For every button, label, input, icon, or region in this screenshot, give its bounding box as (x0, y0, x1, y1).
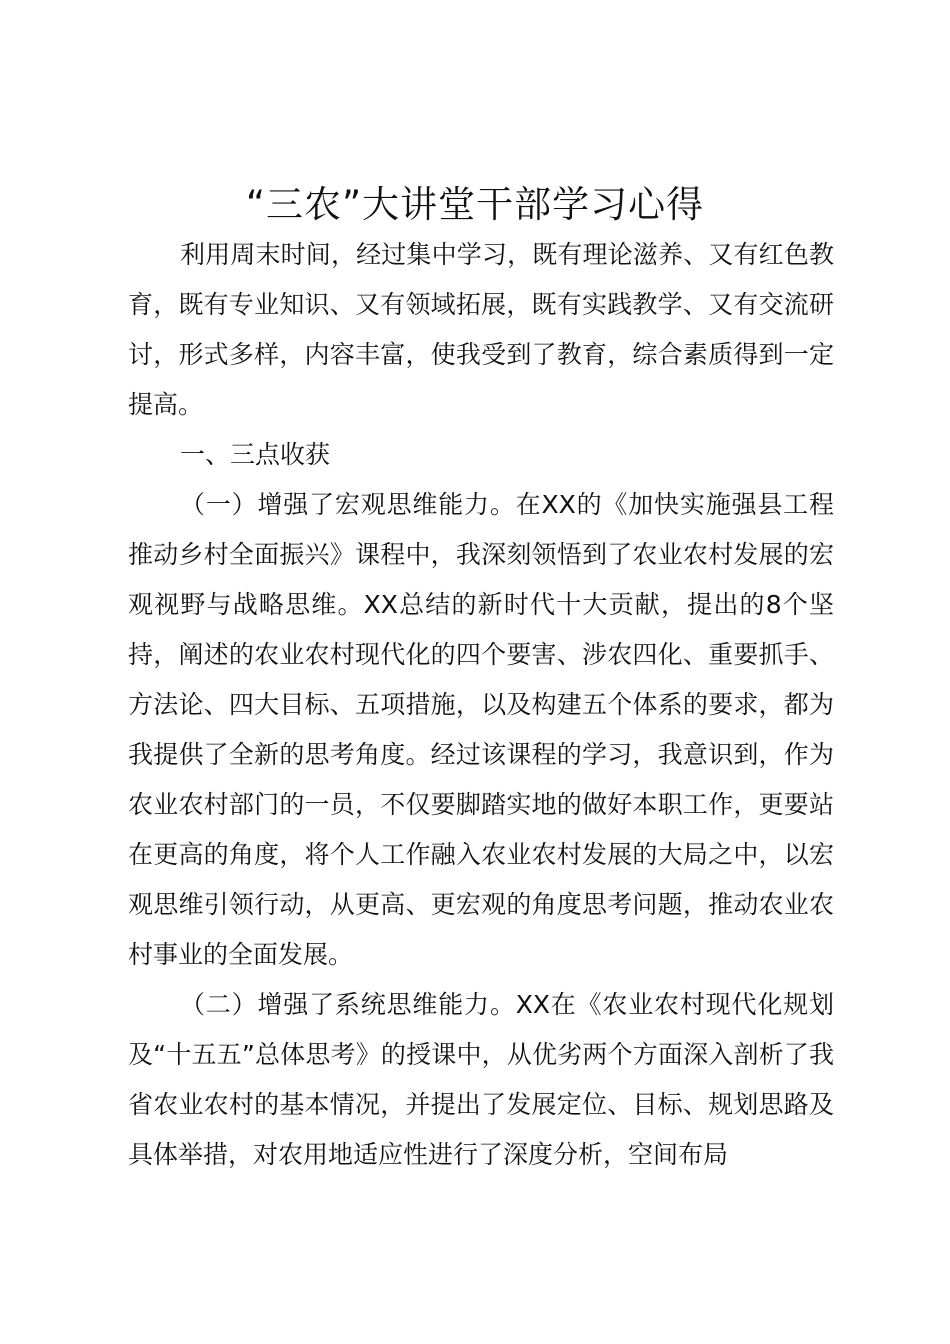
intro-paragraph: 利用周末时间，经过集中学习，既有理论滋养、又有红色教育，既有专业知识、又有领域拓展，既有实践教学、又有交流研讨，形式多样，内容丰富，使我受到了教育，综合素质得到一定提高。 (128, 240, 834, 419)
paragraph-macro-thinking: （一）增强了宏观思维能力。在XX的《加快实施强县工程推动乡村全面振兴》课程中，我深刻领悟到了农业农村发展的宏观视野与战略思维。XX总结的新时代十大贡献，提出的8个坚持，阐述的农业农村现代化的四个要害、涉农四化、重要抓手、方法论、四大目标、五项措施，以及构建五个体系的要求，都为我提供了全新的思考角度。经过该课程的学习，我意识到，作为农业农村部门的一员，不仅要脚踏实地的做好本职工作，更要站在更高的角度，将个人工作融入农业农村发展的大局之中，以宏观思维引领行动，从更高、更宏观的角度思考问题，推动农业农村事业的全面发展。 (128, 490, 834, 969)
document-body (128, 230, 834, 1180)
section-heading: 一、三点收获 (180, 440, 331, 469)
document-title: “三农”大讲堂干部学习心得 (245, 183, 705, 226)
paragraph-system-thinking: （二）增强了系统思维能力。XX在《农业农村现代化规划及“十五五”总体思考》的授课中，从优劣两个方面深入剖析了我省农业农村的基本情况，并提出了发展定位、目标、规划思路及具体举措，对农用地适应性进行了深度分析，空间布局 (128, 990, 834, 1169)
